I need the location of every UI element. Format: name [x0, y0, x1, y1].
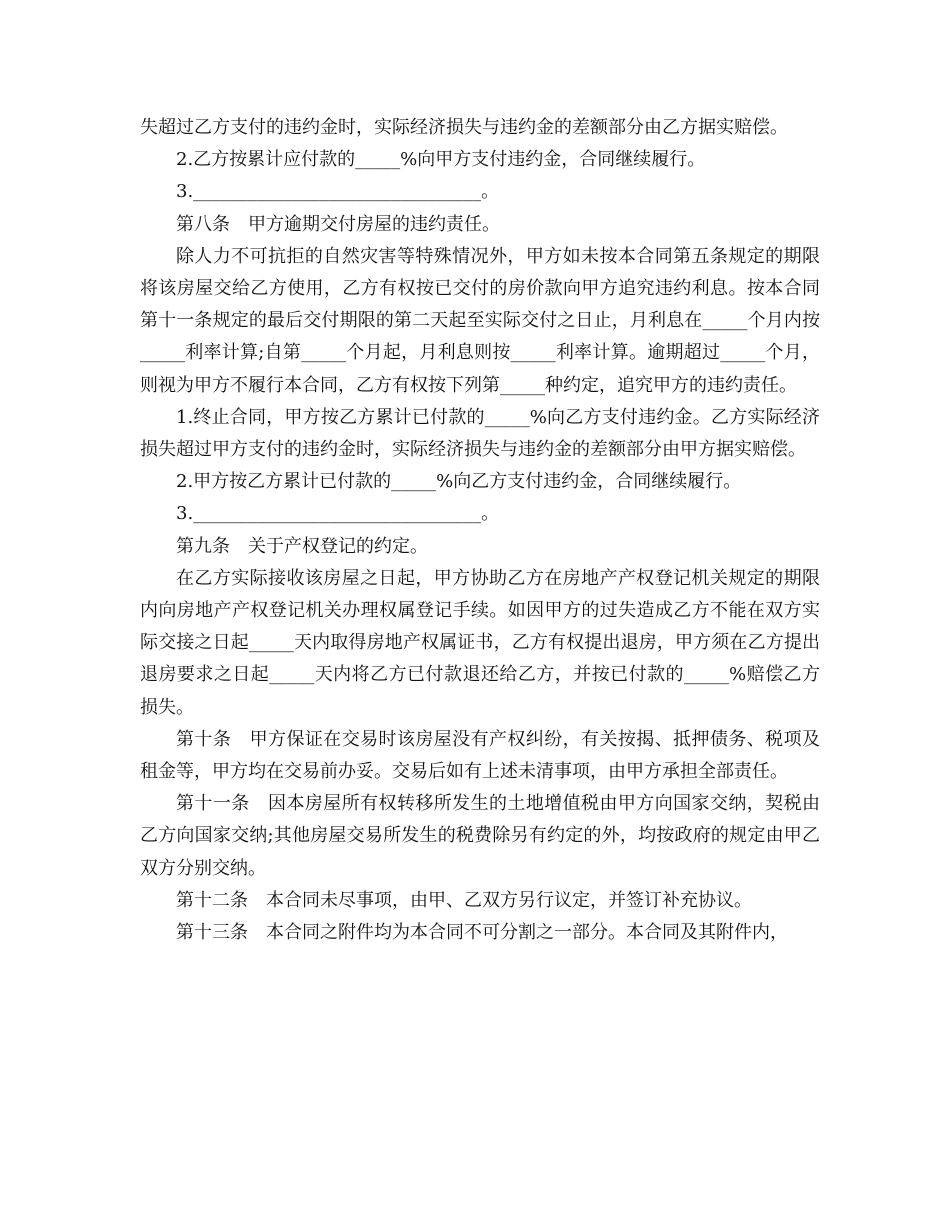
article-paragraph: 第十三条 本合同之附件均为本合同不可分割之一部分。本合同及其附件内，	[176, 922, 788, 944]
paragraph: 2.乙方按累计应付款的_____%向甲方支付违约金，合同继续履行。	[176, 149, 706, 171]
paragraph: 1.终止合同，甲方按乙方累计已付款的_____%向乙方支付违约金。乙方实际经济损失超过甲方支付的违约金时，实际经济损失与违约金的差额部分由甲方据实赔偿。	[140, 406, 820, 461]
article-paragraph: 第十一条 因本房屋所有权转移所发生的土地增值税由甲方向国家交纳，契税由乙方向国家交纳;其他房屋交易所发生的税费除另有约定的外，均按政府的规定由甲乙双方分别交纳。	[140, 793, 820, 879]
paragraph: 3.________________________________。	[176, 503, 500, 525]
contract-body	[140, 112, 820, 949]
paragraph: 2.甲方按乙方累计已付款的_____%向乙方支付违约金，合同继续履行。	[176, 471, 742, 493]
paragraph: 3.________________________________。	[176, 181, 500, 203]
article-heading: 第八条 甲方逾期交付房屋的违约责任。	[176, 213, 500, 235]
article-paragraph: 第十二条 本合同未尽事项，由甲、乙双方另行议定，并签订补充协议。	[176, 889, 752, 911]
paragraph: 除人力不可抗拒的自然灾害等特殊情况外，甲方如未按本合同第五条规定的期限将该房屋交给乙方使用，乙方有权按已交付的房价款向甲方追究违约利息。按本合同第十一条规定的最后交付期限的第二天起至实际交付之日止，月利息在_____个月内按_____利率计算;自第_____个月起，月利息则按_____利率计算。逾期超过_____个月，则视为甲方不履行本合同，乙方有权按下列第_____种约定，追究甲方的违约责任。	[140, 245, 820, 396]
paragraph: 失超过乙方支付的违约金时，实际经济损失与违约金的差额部分由乙方据实赔偿。	[140, 117, 788, 138]
article-heading: 第九条 关于产权登记的约定。	[176, 535, 428, 557]
article-paragraph: 第十条 甲方保证在交易时该房屋没有产权纠纷，有关按揭、抵押债务、税项及租金等，甲方均在交易前办妥。交易后如有上述未清事项，由甲方承担全部责任。	[140, 728, 820, 783]
paragraph: 在乙方实际接收该房屋之日起，甲方协助乙方在房地产产权登记机关规定的期限内向房地产产权登记机关办理权属登记手续。如因甲方的过失造成乙方不能在双方实际交接之日起_____天内取得房地产权属证书，乙方有权提出退房，甲方须在乙方提出退房要求之日起_____天内将乙方已付款退还给乙方，并按已付款的_____%赔偿乙方损失。	[140, 567, 820, 718]
